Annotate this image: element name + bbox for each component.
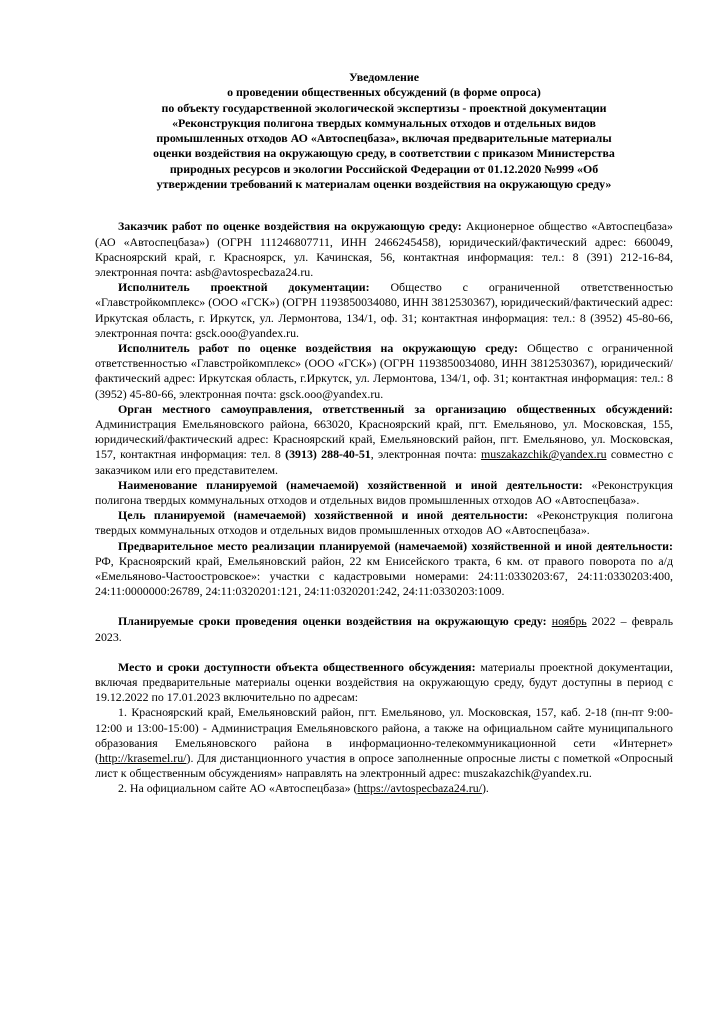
- title-line: природных ресурсов и экологии Российской Федерации от 01.12.2020 №999 «Об: [169, 161, 599, 176]
- title-line: утверждении требований к материалам оценки воздействия на окружающую среду»: [156, 177, 612, 192]
- ovos-contractor-paragraph: [95, 341, 673, 402]
- availability-paragraph: [95, 660, 673, 706]
- address-item-2-text: 2. На официальном сайте АО «Автоспецбаза» (: [118, 781, 358, 796]
- location-label: Предварительное место реализации планируемой (намечаемой) хозяйственной и иной деятельности:: [118, 538, 673, 553]
- timeline-paragraph: [95, 614, 673, 644]
- customer-text: Акционерное общество «Автоспецбаза» (АО «Автоспецбаза») (ОГРН 111246807711, ИНН 2466245458), юридический/фактический адрес: 660049, Красноярский край, г. Красноярск, ул. Качинская, 56, контактная информация: тел.: 8 (391) 212-16-84, электронная почта: asb@avtospecbaza24.ru.: [95, 219, 673, 279]
- title-line: о проведении общественных обсуждений (в форме опроса): [227, 85, 541, 100]
- activity-name-paragraph: [95, 478, 673, 508]
- title-line: Уведомление: [348, 70, 420, 84]
- authority-paragraph: [95, 402, 673, 478]
- timeline-month: ноябрь: [551, 614, 587, 629]
- design-contractor-label: Исполнитель проектной документации:: [118, 280, 370, 295]
- title-line: по объекту государственной экологической экспертизы - проектной документации: [161, 100, 607, 115]
- availability-label: Место и сроки доступности объекта общественного обсуждения:: [118, 659, 476, 674]
- availability-text: материалы проектной документации, включая предварительные материалы оценки воздействия на окружающую среду, будут доступны в период с 19.12.2022 по 17.01.2023 включительно по адресам:: [95, 659, 674, 705]
- authority-label: Орган местного самоуправления, ответственный за организацию общественных обсуждений:: [118, 401, 673, 416]
- location-text: РФ, Красноярский край, Емельяновский район, 22 км Енисейского тракта, 6 км. от правого поворота по а/д «Емельяново-Частоостровское»: участки с кадастровыми номерами: 24:11:0330203:67, 24:11:0330203:400, 24:11:0000000:26789, 24:11:0320201:121, 24:11:0320201:242, 24:11:0330203:1009.: [95, 553, 673, 599]
- title-line: оценки воздействия на окружающую среду, в соответствии с приказом Министерства: [153, 146, 615, 161]
- timeline-text: 2022 – февраль 2023.: [95, 614, 673, 644]
- address-item-1: [95, 705, 673, 781]
- customer-label: Заказчик работ по оценке воздействия на окружающую среду:: [118, 219, 462, 234]
- ovos-contractor-label: Исполнитель работ по оценке воздействия на окружающую среду:: [118, 341, 519, 355]
- title-line: «Реконструкция полигона твердых коммунальных отходов и отдельных видов: [172, 115, 596, 130]
- activity-name-text: «Реконструкция полигона твердых коммунальных отходов и отдельных видов промышленных отходов АО «Автоспецбаза».: [95, 477, 673, 508]
- design-contractor-text: Общество с ограниченной ответственностью «Главстройкомплекс» (ООО «ГСК») (ОГРН 1193850034080, ИНН 3812530367), юридический/фактический адрес: Иркутская область, г. Иркутск, ул. Лермонтова, 134/1, оф. 31; контактная информация: тел.: 8 (3952) 45-80-66, электронная почта: gsck.ooo@yandex.ru.: [95, 280, 673, 340]
- activity-goal-text: «Реконструкция полигона твердых коммунальных отходов и отдельных видов промышленных отходов АО «Автоспецбаза».: [95, 508, 673, 538]
- address-item-2-text-2: ).: [481, 781, 489, 796]
- authority-text-3: совместно с заказчиком или его представителем.: [95, 447, 673, 477]
- authority-text-2: , электронная почта:: [370, 447, 482, 462]
- address-item-2: [95, 781, 673, 796]
- document-title: [95, 70, 673, 192]
- authority-text: Администрация Емельяновского района, 663020, Красноярский край, пгт. Емельяново, ул. Московская, 155, юридический/фактический адрес: Красноярский край, Емельяновский район, пгт. Емельяново, ул. Московская, 157, контактная информация: тел. 8: [95, 417, 673, 462]
- activity-goal-paragraph: [95, 508, 673, 538]
- authority-phone: (3913) 288-40-51: [285, 447, 371, 462]
- authority-email-link[interactable]: muszakazchik@yandex.ru: [481, 447, 607, 462]
- location-paragraph: [95, 539, 673, 600]
- timeline-label: Планируемые сроки проведения оценки воздействия на окружающую среду:: [118, 614, 547, 629]
- activity-goal-label: Цель планируемой (намечаемой) хозяйственной и иной деятельности:: [118, 508, 529, 523]
- krasemel-link[interactable]: http://krasemel.ru/: [98, 751, 187, 766]
- title-line: промышленных отходов АО «Автоспецбаза», включая предварительные материалы: [156, 131, 612, 146]
- address-item-1-text: 1. Красноярский край, Емельяновский район, пгт. Емельяново, ул. Московская, 157, каб. 2-18 (пн-пт 9:00-12:00 и 13:00-15:00) - Администрация Емельяновского района, а также на официальном сайте муниципального образования Емельяновского района в информационно-телекоммуникационной сети «Интернет» (: [95, 705, 673, 766]
- design-contractor-paragraph: [95, 280, 673, 341]
- avtospecbaza-link[interactable]: https://avtospecbaza24.ru/: [357, 781, 482, 796]
- ovos-contractor-text: Общество с ограниченной ответственностью «Главстройкомплекс» (ООО «ГСК») (ОГРН 1193850034080, ИНН 3812530367), юридический/фактический адрес: Иркутская область, г.Иркутск, ул. Лермонтова, 134/1, оф. 31; контактная информация: тел.: 8 (3952) 45-80-66, электронная почта: gsck.ooo@yandex.ru.: [95, 341, 673, 401]
- activity-name-label: Наименование планируемой (намечаемой) хозяйственной и иной деятельности:: [118, 477, 583, 492]
- address-item-1-text-2: ). Для дистанционного участия в опросе заполненные опросные листы с пометкой «Опросный лист к общественным обсуждениям» направлять на электронный адрес: muszakazchik@yandex.ru.: [95, 751, 673, 781]
- customer-paragraph: [95, 219, 673, 280]
